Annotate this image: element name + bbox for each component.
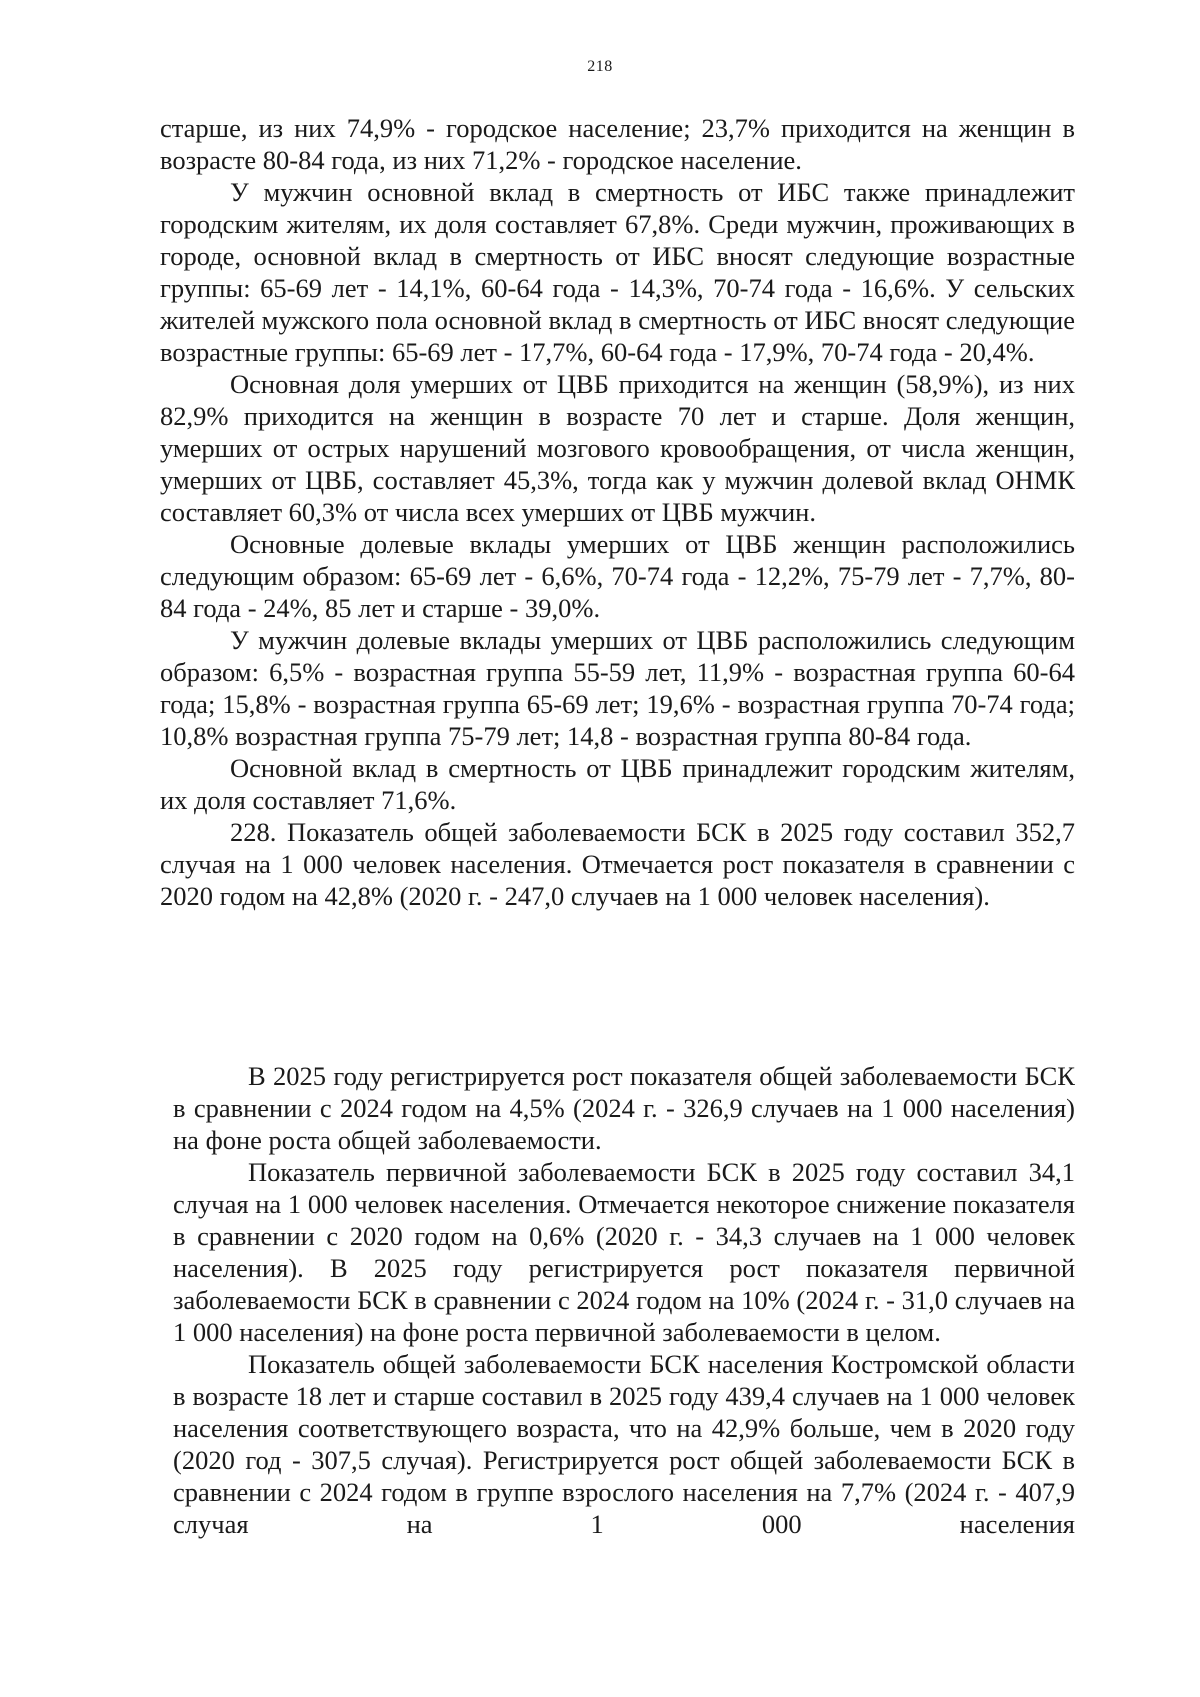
paragraph: Основная доля умерших от ЦВБ приходится на женщин (58,9%), из них 82,9% приходится на женщин в возрасте 70 лет и старше. Доля женщин, умерших от острых нарушений мозгового кровообращения, от числа женщин, умерших от ЦВБ, составляет 45,3%, тогда как у мужчин долевой вклад ОНМК составляет 60,3% от числа всех умерших от ЦВБ мужчин. xyxy=(160,369,1075,527)
paragraph: Показатель общей заболеваемости БСК населения Костромской области в возрасте 18 лет и старше составил в 2025 году 439,4 случаев на 1 000 человек населения соответствующего возраста, что на 42,9% больше, чем в 2020 году (2020 год - 307,5 случая). Регистрируется рост общей заболеваемости БСК в сравнении с 2024 годом в группе взрослого населения на 7,7% (2024 г. - 407,9 случая на 1 000 населения xyxy=(173,1349,1075,1539)
paragraph: В 2025 году регистрируется рост показателя общей заболеваемости БСК в сравнении с 2024 годом на 4,5% (2024 г. - 326,9 случаев на 1 000 населения) на фоне роста общей заболеваемости. xyxy=(173,1061,1075,1155)
paragraph: Основной вклад в смертность от ЦВБ принадлежит городским жителям, их доля составляет 71,6%. xyxy=(160,753,1075,815)
paragraph: У мужчин основной вклад в смертность от ИБС также принадлежит городским жителям, их доля составляет 67,8%. Среди мужчин, проживающих в городе, основной вклад в смертность от ИБС вносят следующие возрастные группы: 65-69 лет - 14,1%, 60-64 года - 14,3%, 70-74 года - 16,6%. У сельских жителей мужского пола основной вклад в смертность от ИБС вносят следующие возрастные группы: 65-69 лет - 17,7%, 60-64 года - 17,9%, 70-74 года - 20,4%. xyxy=(160,177,1075,367)
paragraph: У мужчин долевые вклады умерших от ЦВБ расположились следующим образом: 6,5% - возрастная группа 55-59 лет, 11,9% - возрастная группа 60-64 года; 15,8% - возрастная группа 65-69 лет; 19,6% - возрастная группа 70-74 года; 10,8% возрастная группа 75-79 лет; 14,8 - возрастная группа 80-84 года. xyxy=(160,625,1075,751)
text-block-indented xyxy=(173,1060,1075,1540)
page-number: 218 xyxy=(587,58,613,75)
paragraph: Основные долевые вклады умерших от ЦВБ женщин расположились следующим образом: 65-69 лет - 6,6%, 70-74 года - 12,2%, 75-79 лет - 7,7%, 80-84 года - 24%, 85 лет и старше - 39,0%. xyxy=(160,529,1075,623)
paragraph: старше, из них 74,9% - городское население; 23,7% приходится на женщин в возрасте 80-84 года, из них 71,2% - городское население. xyxy=(160,113,1075,175)
text-block-main xyxy=(160,112,1075,912)
paragraph: 228. Показатель общей заболеваемости БСК в 2025 году составил 352,7 случая на 1 000 человек населения. Отмечается рост показателя в сравнении с 2020 годом на 42,8% (2020 г. - 247,0 случаев на 1 000 человек населения). xyxy=(160,817,1075,911)
paragraph: Показатель первичной заболеваемости БСК в 2025 году составил 34,1 случая на 1 000 человек населения. Отмечается некоторое снижение показателя в сравнении с 2020 годом на 0,6% (2020 г. - 34,3 случаев на 1 000 человек населения). В 2025 году регистрируется рост показателя первичной заболеваемости БСК в сравнении с 2024 годом на 10% (2024 г. - 31,0 случаев на 1 000 населения) на фоне роста первичной заболеваемости в целом. xyxy=(173,1157,1075,1347)
